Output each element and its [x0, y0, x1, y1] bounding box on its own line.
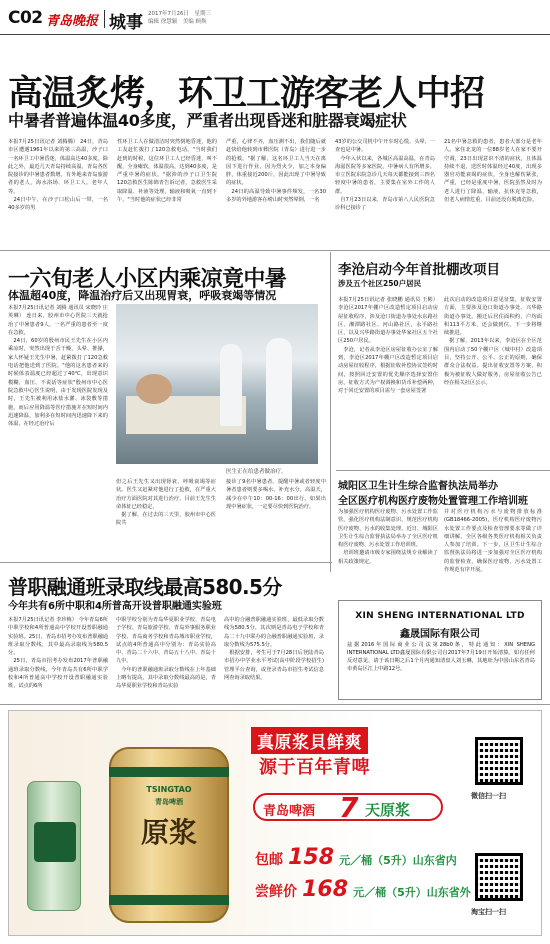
price1-unit: 元／桶（5升）山东省内 [339, 854, 457, 867]
story2-subheadline: 体温超40度，降温治疗后又出现胃衰，呼吸衰竭等情况 [8, 289, 277, 302]
story2-body-far: 接诊了9名中暑患者。提醒中暑或者轻度中暑者患者则要多喝水，补充水分。高温天，减少在中午10：00-16：00出行。如果出现中暑症状，一定要尽快到医院治疗。 [226, 479, 326, 510]
ad-day-num: 7 [339, 791, 359, 824]
ad-brand-line [253, 791, 443, 824]
keg-name: 青岛啤酒 [155, 798, 183, 806]
lead-headline: 高温炙烤，环卫工游客老人中招 [8, 74, 485, 114]
story2-headline: 一六旬老人小区内乘凉竟中暑 [8, 267, 287, 292]
header-divider [104, 10, 105, 28]
ad-brand-text: 青岛啤酒 [263, 804, 316, 819]
page-code: C02 [8, 8, 43, 28]
ad-top-rule [0, 704, 550, 705]
story3-bottom-rule [336, 470, 550, 471]
story3-col-2: 此次启动的改造项目意见征集，征收安置方面，主要涉及沧口街道办事处、兴华路街道办事处。搬迁后居住面积约，户均面积113平方米，还会做到位，下一步将继续推进。 据了解，2013年以来，李沧区在全区范围内启动了50个棚户区（城中村）改造项目，坚持公开、公平、公正的原则，确保群众合法权益。提出征收安置等方案，积极为被征收人做好服务，房屋征收公告已经在相关社区公示。 [444, 297, 542, 386]
wechat-qr-code [475, 737, 523, 785]
price2-label: 尝鲜价 [255, 884, 297, 900]
can-label [34, 822, 76, 862]
ad-headline: 真原浆貝鲜爽 [251, 727, 368, 754]
photo-nurse-2 [266, 338, 292, 430]
lead-col-5: 21名中暑急救的患者，患者大部分是老年人。家住北龙的一位88岁老人在家不要开空调，23日出现意识不清的症状，且体温持续不退，送医时体温经过40度，出现多器官功能衰竭的症状，全身也解伤紧张，严重，已经是重度中暑，医院虽然及时为老人进行了降温，输液，抗休克等急救，但老人病情危重，目前还没有脱离危险。 [444, 139, 542, 204]
lead-col-2: 性环卫工人在做清洁时突然倒地昏迷，他的工友赶忙拨打了120急救电话。"当时我们赶到的时候，这位环卫工人已经昏迷，叫不醒，全身瘫软，体温很高，达到40多度，是严重中暑的症状。"据涉的沙子口卫生院120急救医生陈锦青告诉记者，急救医生采取降温、补液等处理，输液和吸氧一直到下午，"当时他的症状已经非常 [117, 139, 217, 204]
story2-body-left: 本报7月25日讯记者 刘腾 通讯员 宋晓玲 庄英琳） 连日来，胶州市中心医院三天就抢治了中暑患者9人，一名严重的患者至一度在急救， 24日，60岁的殷州市民王先生在小区内乘凉时，突然出现于舌干燥，头晕、推搡，家人怀疑王先生中暑，赶紧拨打了120急救电话把他送到了医院。"他的这名患者来的时候体表温度已经超过了40℃，出现意识模糊，血压、不说话等症状"殷州市中心医院急救中心医生说明，由于发现医院发现及时，王先生被利用冰盐水灌、冰袋敷等措施，而后应用降温等医疗措施并在短时间内迅速降温，加利多在短时间内迅速降下来的体温，在经过治疗后 [8, 305, 108, 428]
ad-price-2 [255, 877, 471, 903]
photo-patient [136, 374, 172, 404]
qr1-label: 微信扫一扫 [471, 792, 506, 800]
beer-can [27, 781, 81, 911]
section-title: 城事 [109, 13, 143, 33]
story4-col-2: 并对医疗机构污水与废物排放标准(GB18466-2005)，医疗机构医疗废物污水处置工作要点及检查管理要求等做了详细讲解。全区各级各类医疗机构相关负责人参加了培训。下一步，区卫生计生综合监督执法局将进一步加强对全区医疗机构的监督检查，确保医疗废物、污水处置工作规范有序开展。 [444, 509, 542, 574]
page-header [0, 0, 550, 36]
paper-logo: 青岛晚报 [46, 14, 99, 29]
qr2-label: 淘宝扫一扫 [471, 908, 506, 916]
price1-value: 158 [288, 845, 335, 870]
story3-headline: 李沧启动今年首批棚改项目 [338, 262, 500, 278]
date-line: 2017年7月26日 星期三 [148, 11, 211, 17]
story4-subheadline: 全区医疗机构医疗废物处置管理工作培训班 [338, 496, 528, 507]
lead-col-3: 严重，心律不齐，血压测不出，我们随后就赶快给他转到市彝医院（青岛）进行进一步的抢救。"据了解，这名环卫工人当天在离园下进行作业，因为烈火少，加之本身偏胖，体重接近200斤，因此出现了中暑导致的症状。 24日的高温导致中暑事件频发，一名30多岁的外地游客在崂山时突然晕倒，一名 [226, 139, 326, 204]
keg-band-bottom [109, 895, 229, 905]
keg-brand: TSINGTAO [146, 785, 192, 794]
editors-line: 编辑 徐慧颖 美编 顾焕 [148, 19, 207, 25]
qr1-pattern [478, 740, 520, 782]
ad-slogan: 源于百年青啤 [259, 757, 370, 778]
notice-box [338, 600, 542, 700]
qr2-pattern [478, 856, 520, 898]
ad-day-unit: 天原浆 [365, 801, 411, 819]
price1-label: 包邮 [255, 852, 283, 868]
lead-col-4: 43岁的公交司机中午开车时心慌、头晕，一查也是中暑。 今年入伏以来，各城区高温高温，在青岛海滋医院等多家医院，中暑病人有所增多。市立医院东院急诊几天每天都能接到三四名轻度中暑的患者，主要集在室外工作的人群。 自7月23日以来，青岛市第八人民医院急诊科已接诊了 [335, 139, 435, 212]
lead-bottom-rule [0, 250, 550, 251]
beer-ad [8, 710, 542, 936]
story3-col-1: 本报7月25日讯记者 张晓鹏 通讯员 王彬） 李沧区2017年棚户区改造暂定项目启动房屋征收程序，涉及沧口街道办事处水东路社区、湘潭路社区、河山路社区，永平路社区，以及兴华路街道办事处华家社区五个社区250户居民。 李沧，记者从李沧区房屋征收办公室了解到，李沧区2017年棚户区改造暂定项目启动房屋征收程序，根据征收补偿协议签约时间，按照回迁安置的优先顺序选择安置住房，征收方式为产权调换和货币补偿两种，对于回迁安置的项目需与一套房屋签署 [338, 297, 438, 395]
story5-col-2: 中职学校分别为青岛华夏职业学校、青岛电子学校、青岛旅游学校、青岛外事服务职业学校、青岛商务学校和青岛城市职业学校，试点的4所普通高中分别为：青岛实验高中、青岛二十六中、青岛五十八中、青岛十九中。 今年的普职融通班录取分数线在上年基础上略有提高，其中录取分数线最高的是，青岛华夏职业学校和青岛实验 [116, 617, 216, 690]
story2-bottom-rule [0, 562, 332, 563]
keg-word: 原浆 [140, 816, 197, 849]
story5-subheadline: 今年共有6所中职和4所普高开设普职融通实验班 [8, 601, 222, 612]
right-column-divider [330, 252, 331, 572]
photo-caption: 医生正在给患者做治疗。 [226, 469, 287, 475]
story3-subheadline: 涉及五个社区250户居民 [338, 279, 422, 288]
notice-text: 兹据2016年国际商业公司法第28b0条，特此通知：XIN SHENG INTERNATIONAL LTD鑫晟国际有限公司自2017年7月19日开始清算。如有任何反对意见，请于该日期之后1个月内通知清盘人刘玉琳，其地址为中国山东省青岛市黄岛区江上中路12号。 [347, 642, 537, 672]
header-rule [0, 34, 550, 35]
story4-headline: 城阳区卫生计生综合监督执法局举办 [338, 481, 498, 492]
price2-value: 168 [302, 877, 349, 902]
keg-band-top [109, 767, 229, 777]
beer-keg [109, 747, 229, 923]
lead-subheadline: 中暑者普遍体温40多度，严重者出现昏迷和脏器衰竭症状 [8, 111, 407, 130]
story5-headline: 普职融通班录取线最高580.5分 [8, 575, 282, 599]
story2-photo [116, 304, 318, 464]
notice-company-cn: 鑫晟国际有限公司 [400, 629, 480, 640]
ad-price-1 [255, 845, 457, 871]
story5-col-1: 本报7月25日讯记者 李珍梅） 今年青岛6所中职学校和4所普通高中学校开设普职融通实验班。25日，青岛市招考办发布普职融通班录取分数线，其中最高录取线为580.5分。 25日，青岛市招考办发布2017年普职融通班录取分数线，今年青岛共有6所中职学校和4所普通高中学校开设普职融通实验班，试点的6所 [8, 617, 108, 690]
lead-col-1: 本报7月25日讯记者 刘腾腾） 24日，青岛市区遭遇1961年以来的第三高温，沙子口一名环卫工中暑昏迷，体温高达40多度。除此之外，最近几天青岛持续高温，青岛各医院接诊的中暑患者数增。有外地来青岛旅游者的老人，海水浴场、环卫工人、老年人等。 24日中午，在沙子口松山后一带，一名40多岁的男 [8, 139, 108, 212]
story5-col-3: 高中的合融普职融通实验班，最低录取分数线为580.5分，其次则是青岛电子学校和青岛二十九中联办的合融普职融通实验班，录取分数线为575.5分。 根据安排，考生可于7月28日后登陆青岛市招办中学业水平考试(高中阶段学校招生)管理平台查询，或登录青岛市招生考试信息网查询录取结果。 [224, 617, 324, 682]
price2-unit: 元／桶（5升）山东省外 [353, 886, 471, 899]
story4-col-1: 为加强医疗机构医疗废物、污水处置工作监管，强化医疗机构法制意识，规范医疗机构医疗废物、污水的收集处理，近日，城阳区卫生计生综合监督执法局举办了全区医疗机构医疗废物、污水处置工作培训班。 培训班邀请市级专家围绕法规专业解读了相关政策规定。 [338, 509, 438, 565]
photo-nurse-1 [220, 344, 242, 426]
taobao-qr-code [475, 853, 523, 901]
story2-body-right: 但之后王先生又出现肾衰，呼吸衰竭等症状。医生又赶紧对他进行了抢救，在严重大治疗方面医院对其进行治疗。目前王先生生命体征已经稳定。 据了解，在过去的三天里，胶州市中心医院共 [116, 479, 216, 527]
notice-company: XIN SHENG INTERNATIONAL LTD [355, 611, 525, 621]
